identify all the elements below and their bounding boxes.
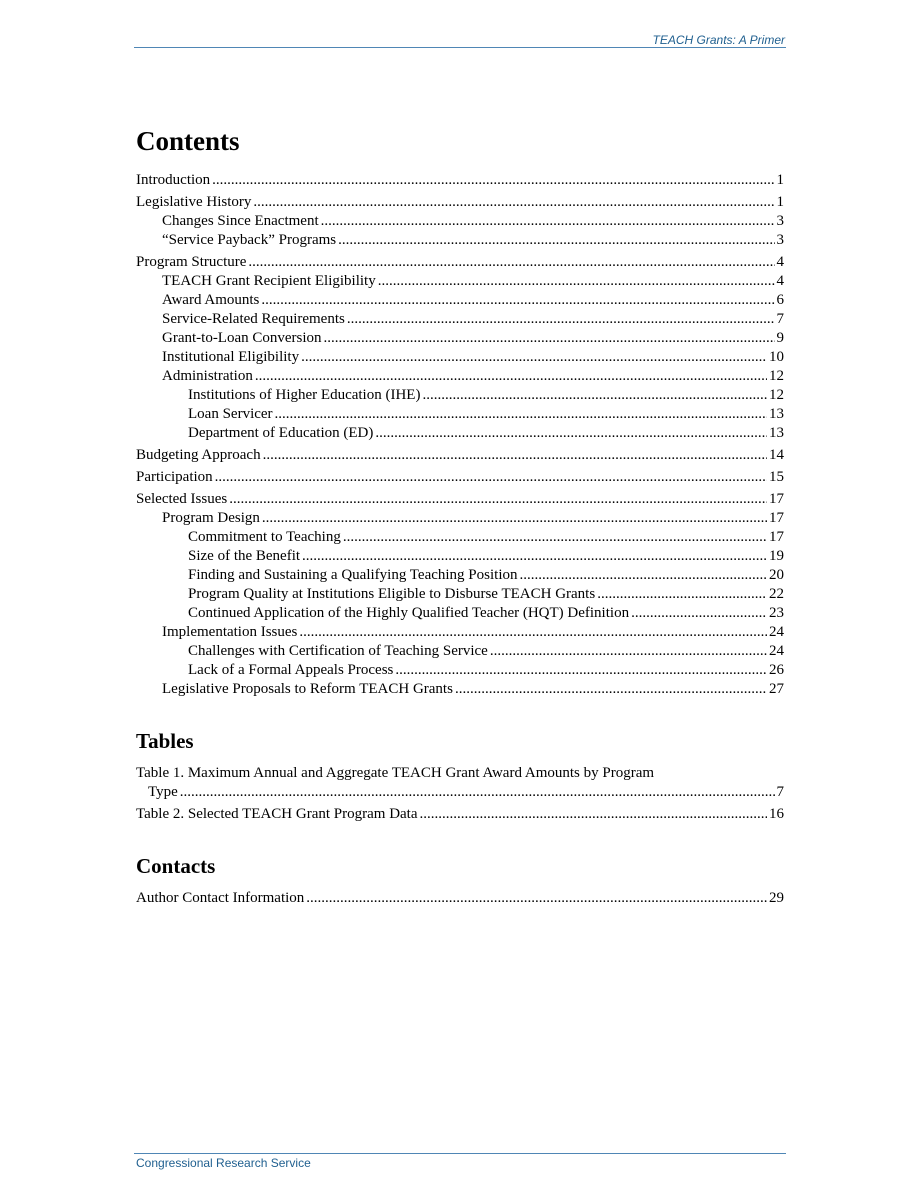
toc-entry[interactable] <box>136 253 784 272</box>
toc-entry-label: TEACH Grant Recipient Eligibility <box>162 273 376 289</box>
toc-entry-label: Implementation Issues <box>162 624 298 640</box>
contacts-heading: Contacts <box>136 854 216 878</box>
dot-leader <box>299 623 767 642</box>
dot-leader <box>597 585 767 604</box>
toc-entry-label: Service-Related Requirements <box>162 311 345 327</box>
toc-page-number: 24 <box>769 643 784 659</box>
toc-entry-label: Program Design <box>162 510 260 526</box>
toc-entry-label: Size of the Benefit <box>188 548 301 564</box>
toc-page-number: 13 <box>769 406 784 422</box>
toc-entry[interactable] <box>136 623 784 642</box>
toc-page-number: 12 <box>769 387 784 403</box>
toc-entry[interactable] <box>136 171 784 190</box>
toc-entry-label: “Service Payback” Programs <box>162 232 337 248</box>
dot-leader <box>347 310 775 329</box>
toc-entry-label: Institutional Eligibility <box>162 349 300 365</box>
toc-page-number: 23 <box>769 605 784 621</box>
toc-entry-label: Budgeting Approach <box>136 447 261 463</box>
toc-page-number: 17 <box>769 491 784 507</box>
dot-leader <box>255 367 767 386</box>
contents-section <box>136 126 784 699</box>
toc-entry-label: Introduction <box>136 172 211 188</box>
toc-page-number: 17 <box>769 529 784 545</box>
toc-entry-label: Commitment to Teaching <box>188 529 341 545</box>
dot-leader <box>302 547 767 566</box>
toc-entry[interactable] <box>136 272 784 291</box>
dot-leader <box>338 231 774 250</box>
toc-entry-label: Selected Issues <box>136 491 228 507</box>
toc-entry[interactable] <box>136 680 784 699</box>
toc-entry[interactable] <box>136 446 784 465</box>
tables-heading: Tables <box>136 729 194 753</box>
toc-entry-label: Lack of a Formal Appeals Process <box>188 662 394 678</box>
toc-entry[interactable] <box>136 405 784 424</box>
toc-page-number: 15 <box>769 469 784 485</box>
dot-leader <box>375 424 767 443</box>
toc-entry[interactable] <box>136 585 784 604</box>
toc-entry-label: Department of Education (ED) <box>188 425 374 441</box>
toc-entry[interactable] <box>136 547 784 566</box>
dot-leader <box>248 253 774 272</box>
dot-leader <box>631 604 767 623</box>
dot-leader <box>229 490 767 509</box>
contents-heading: Contents <box>136 126 240 156</box>
dot-leader <box>520 566 768 585</box>
toc-entry-label: Participation <box>136 469 213 485</box>
dot-leader <box>180 783 775 802</box>
toc-page-number: 12 <box>769 368 784 384</box>
dot-leader <box>261 291 774 310</box>
dot-leader <box>275 405 767 424</box>
toc-entry[interactable] <box>136 566 784 585</box>
header-rule <box>134 47 786 48</box>
toc-page-number: 4 <box>776 254 784 270</box>
toc-entry[interactable] <box>136 490 784 509</box>
toc-page-number: 9 <box>776 330 784 346</box>
toc-entry-label: Loan Servicer <box>188 406 273 422</box>
toc-page-number: 13 <box>769 425 784 441</box>
toc-page-number: 19 <box>769 548 784 564</box>
toc-entry-label: Grant-to-Loan Conversion <box>162 330 322 346</box>
toc-entry[interactable] <box>136 329 784 348</box>
dot-leader <box>343 528 767 547</box>
toc-entry-label: Continued Application of the Highly Qualified Teacher (HQT) Definition <box>188 605 630 621</box>
toc-entry-label: Legislative History <box>136 194 252 210</box>
toc-entry[interactable] <box>136 310 784 329</box>
toc-entry-table-1-line2: Type <box>148 784 178 800</box>
contents-list <box>136 171 784 699</box>
toc-page-number: 3 <box>776 213 784 229</box>
tables-section <box>136 729 784 824</box>
toc-entry[interactable] <box>136 468 784 487</box>
toc-entry-label: Author Contact Information <box>136 890 305 906</box>
toc-entry-table-1-line1: Table 1. Maximum Annual and Aggregate TEACH Grant Award Amounts by Program <box>136 765 655 781</box>
toc-entry-label: Award Amounts <box>162 292 260 308</box>
toc-page-number: 22 <box>769 586 784 602</box>
dot-leader <box>422 386 767 405</box>
dot-leader <box>262 509 767 528</box>
dot-leader <box>212 171 774 190</box>
toc-page-number: 27 <box>769 681 784 697</box>
toc-entry[interactable] <box>136 231 784 250</box>
toc-entry-label: Finding and Sustaining a Qualifying Teaching Position <box>188 567 518 583</box>
running-header: TEACH Grants: A Primer <box>652 33 785 47</box>
toc-entry[interactable] <box>136 212 784 231</box>
toc-entry-label: Institutions of Higher Education (IHE) <box>188 387 421 403</box>
dot-leader <box>324 329 775 348</box>
toc-page-number: 16 <box>769 806 784 822</box>
toc-entry[interactable] <box>136 642 784 661</box>
dot-leader <box>420 805 767 824</box>
contacts-section <box>136 854 784 908</box>
dot-leader <box>263 446 767 465</box>
dot-leader <box>455 680 767 699</box>
toc-page-number: 1 <box>776 194 784 210</box>
toc-entry-label: Table 2. Selected TEACH Grant Program Data <box>136 806 418 822</box>
toc-entry[interactable] <box>136 367 784 386</box>
toc-page-number: 14 <box>769 447 784 463</box>
dot-leader <box>395 661 767 680</box>
toc-entry[interactable] <box>136 661 784 680</box>
toc-entry[interactable] <box>136 424 784 443</box>
dot-leader <box>490 642 767 661</box>
toc-page-number: 20 <box>769 567 784 583</box>
footer-rule <box>134 1153 786 1154</box>
dot-leader <box>215 468 767 487</box>
toc-entry-label: Challenges with Certification of Teaching Service <box>188 643 488 659</box>
toc-entry[interactable] <box>136 386 784 405</box>
toc-entry[interactable] <box>136 348 784 367</box>
toc-page-number: 29 <box>769 890 784 906</box>
toc-entry-author-contact[interactable] <box>136 889 784 908</box>
running-footer: Congressional Research Service <box>136 1156 311 1170</box>
toc-entry[interactable] <box>136 509 784 528</box>
toc-page-number: 3 <box>776 232 784 248</box>
toc-page-number: 7 <box>776 784 784 800</box>
toc-entry-label: Administration <box>162 368 253 384</box>
toc-page-number: 7 <box>776 311 784 327</box>
toc-entry-label: Program Structure <box>136 254 247 270</box>
dot-leader <box>306 889 767 908</box>
toc-entry-label: Legislative Proposals to Reform TEACH Grants <box>162 681 453 697</box>
dot-leader <box>301 348 767 367</box>
dot-leader <box>253 193 774 212</box>
toc-entry-label: Program Quality at Institutions Eligible to Disburse TEACH Grants <box>188 586 596 602</box>
toc-entry-label: Changes Since Enactment <box>162 213 319 229</box>
dot-leader <box>378 272 775 291</box>
toc-page-number: 26 <box>769 662 784 678</box>
toc-page-number: 6 <box>776 292 784 308</box>
toc-entry[interactable] <box>136 193 784 212</box>
toc-page-number: 1 <box>776 172 784 188</box>
toc-entry[interactable] <box>136 291 784 310</box>
toc-entry[interactable] <box>136 528 784 547</box>
toc-entry[interactable] <box>136 604 784 623</box>
dot-leader <box>321 212 775 231</box>
toc-page-number: 10 <box>769 349 784 365</box>
toc-page-number: 4 <box>776 273 784 289</box>
toc-entry-table-2[interactable] <box>136 805 784 824</box>
toc-page-number: 24 <box>769 624 784 640</box>
toc-content <box>136 120 784 938</box>
toc-page-number: 17 <box>769 510 784 526</box>
toc-entry-table-1[interactable] <box>136 764 784 802</box>
